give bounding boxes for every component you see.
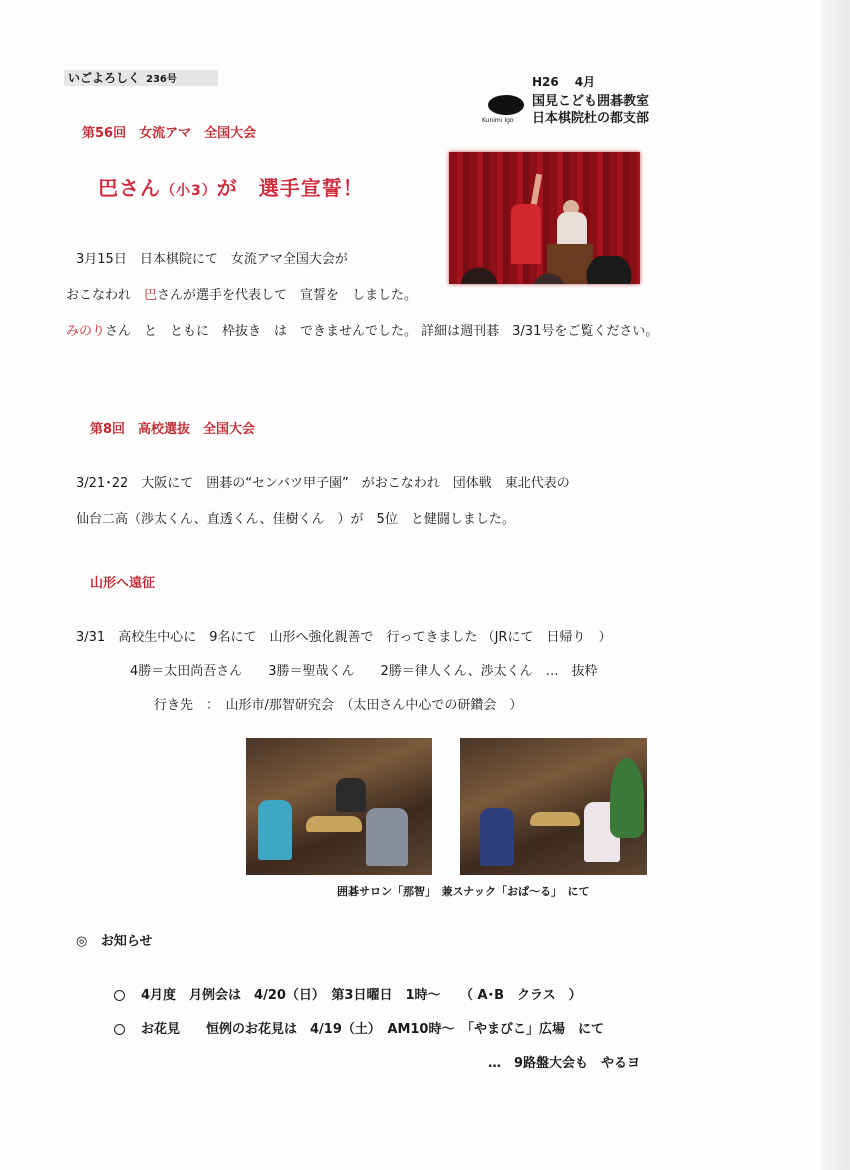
photo-caption: 囲碁サロン「那智」 兼スナック「おぱ～る」 にて	[337, 885, 590, 898]
ceremony-photo	[449, 152, 640, 284]
yamagata-photo-2	[460, 738, 647, 875]
notices-title: お知らせ	[100, 934, 153, 949]
section2-line1: 3/21･22 大阪にて 囲碁の“センバツ甲子園” がおこなわれ 団体戦 東北代表の	[76, 476, 570, 491]
section1-line3	[66, 320, 658, 339]
go-stone-logo	[488, 95, 524, 115]
era-year: H26	[532, 75, 559, 89]
section3-heading: 山形へ遠征	[90, 576, 156, 591]
section2-heading: 第8回 高校選抜 全国大会	[90, 422, 256, 437]
section2-line2: 仙台二高（渉太くん、直透くん、佳樹くん ）が 5位 と健闘しました。	[76, 512, 515, 527]
headline-rest: が 選手宣誓！	[216, 176, 364, 200]
org-name-1: 国見こども囲碁教室	[532, 94, 650, 109]
line2-post: さんが選手を代表して 宣誓を しました。	[157, 288, 418, 303]
circle-bullet-icon	[114, 1024, 125, 1035]
issue-badge	[64, 70, 218, 86]
section3-line3: 行き先 ： 山形市/那智研究会 （太田さん中心での研鑽会 ）	[154, 698, 523, 713]
line2-name: 巴	[144, 288, 158, 303]
page-edge	[822, 0, 850, 1170]
org-name-2: 日本棋院杜の都支部	[532, 111, 650, 126]
notice-item-1-text: 4月度 月例会は 4/20（日） 第3日曜日 1時～ （ A･B クラス ）	[141, 988, 582, 1003]
section3-line2: 4勝＝太田尚吾さん 3勝＝聖哉くん 2勝＝律人くん、渉太くん … 抜粋	[130, 664, 598, 679]
section1-heading: 第56回 女流アマ 全国大会	[82, 126, 257, 141]
notice-item-2-text: お花見 恒例のお花見は 4/19（土） AM10時～ 「やまびこ」広場 にて	[141, 1022, 604, 1037]
issue-month: 4月	[574, 75, 596, 89]
headline-grade: （小3）	[161, 183, 217, 199]
line3-name: みのり	[66, 324, 106, 339]
issue-label: いごよろしく	[68, 71, 141, 85]
notice-item-1	[114, 984, 582, 1003]
section1-line1: 3月15日 日本棋院にて 女流アマ全国大会が	[76, 252, 348, 267]
issue-date	[532, 73, 611, 90]
notices-heading	[76, 930, 153, 949]
section3-line1: 3/31 高校生中心に 9名にて 山形へ強化親善で 行ってきました （JRにて 日帰り ）	[76, 630, 612, 645]
line2-pre: おこなわれ	[66, 288, 145, 303]
yamagata-photo-1	[246, 738, 432, 875]
logo-caption: Kunimi Igo	[482, 117, 514, 124]
notice-item-2	[114, 1018, 604, 1037]
section1-headline	[98, 172, 364, 201]
notice-item-2-note: … 9路盤大会も やるヨ	[488, 1056, 641, 1071]
headline-name: 巴さん	[98, 176, 161, 200]
section1-line2	[66, 284, 417, 303]
issue-number: 236号	[146, 74, 177, 85]
line3-post: さん と ともに 枠抜き は できませんでした。 詳細は週刊碁 3/31号をご覧ください。	[105, 324, 659, 339]
circle-bullet-icon	[114, 990, 125, 1001]
notice-mark: ◎	[76, 934, 88, 949]
